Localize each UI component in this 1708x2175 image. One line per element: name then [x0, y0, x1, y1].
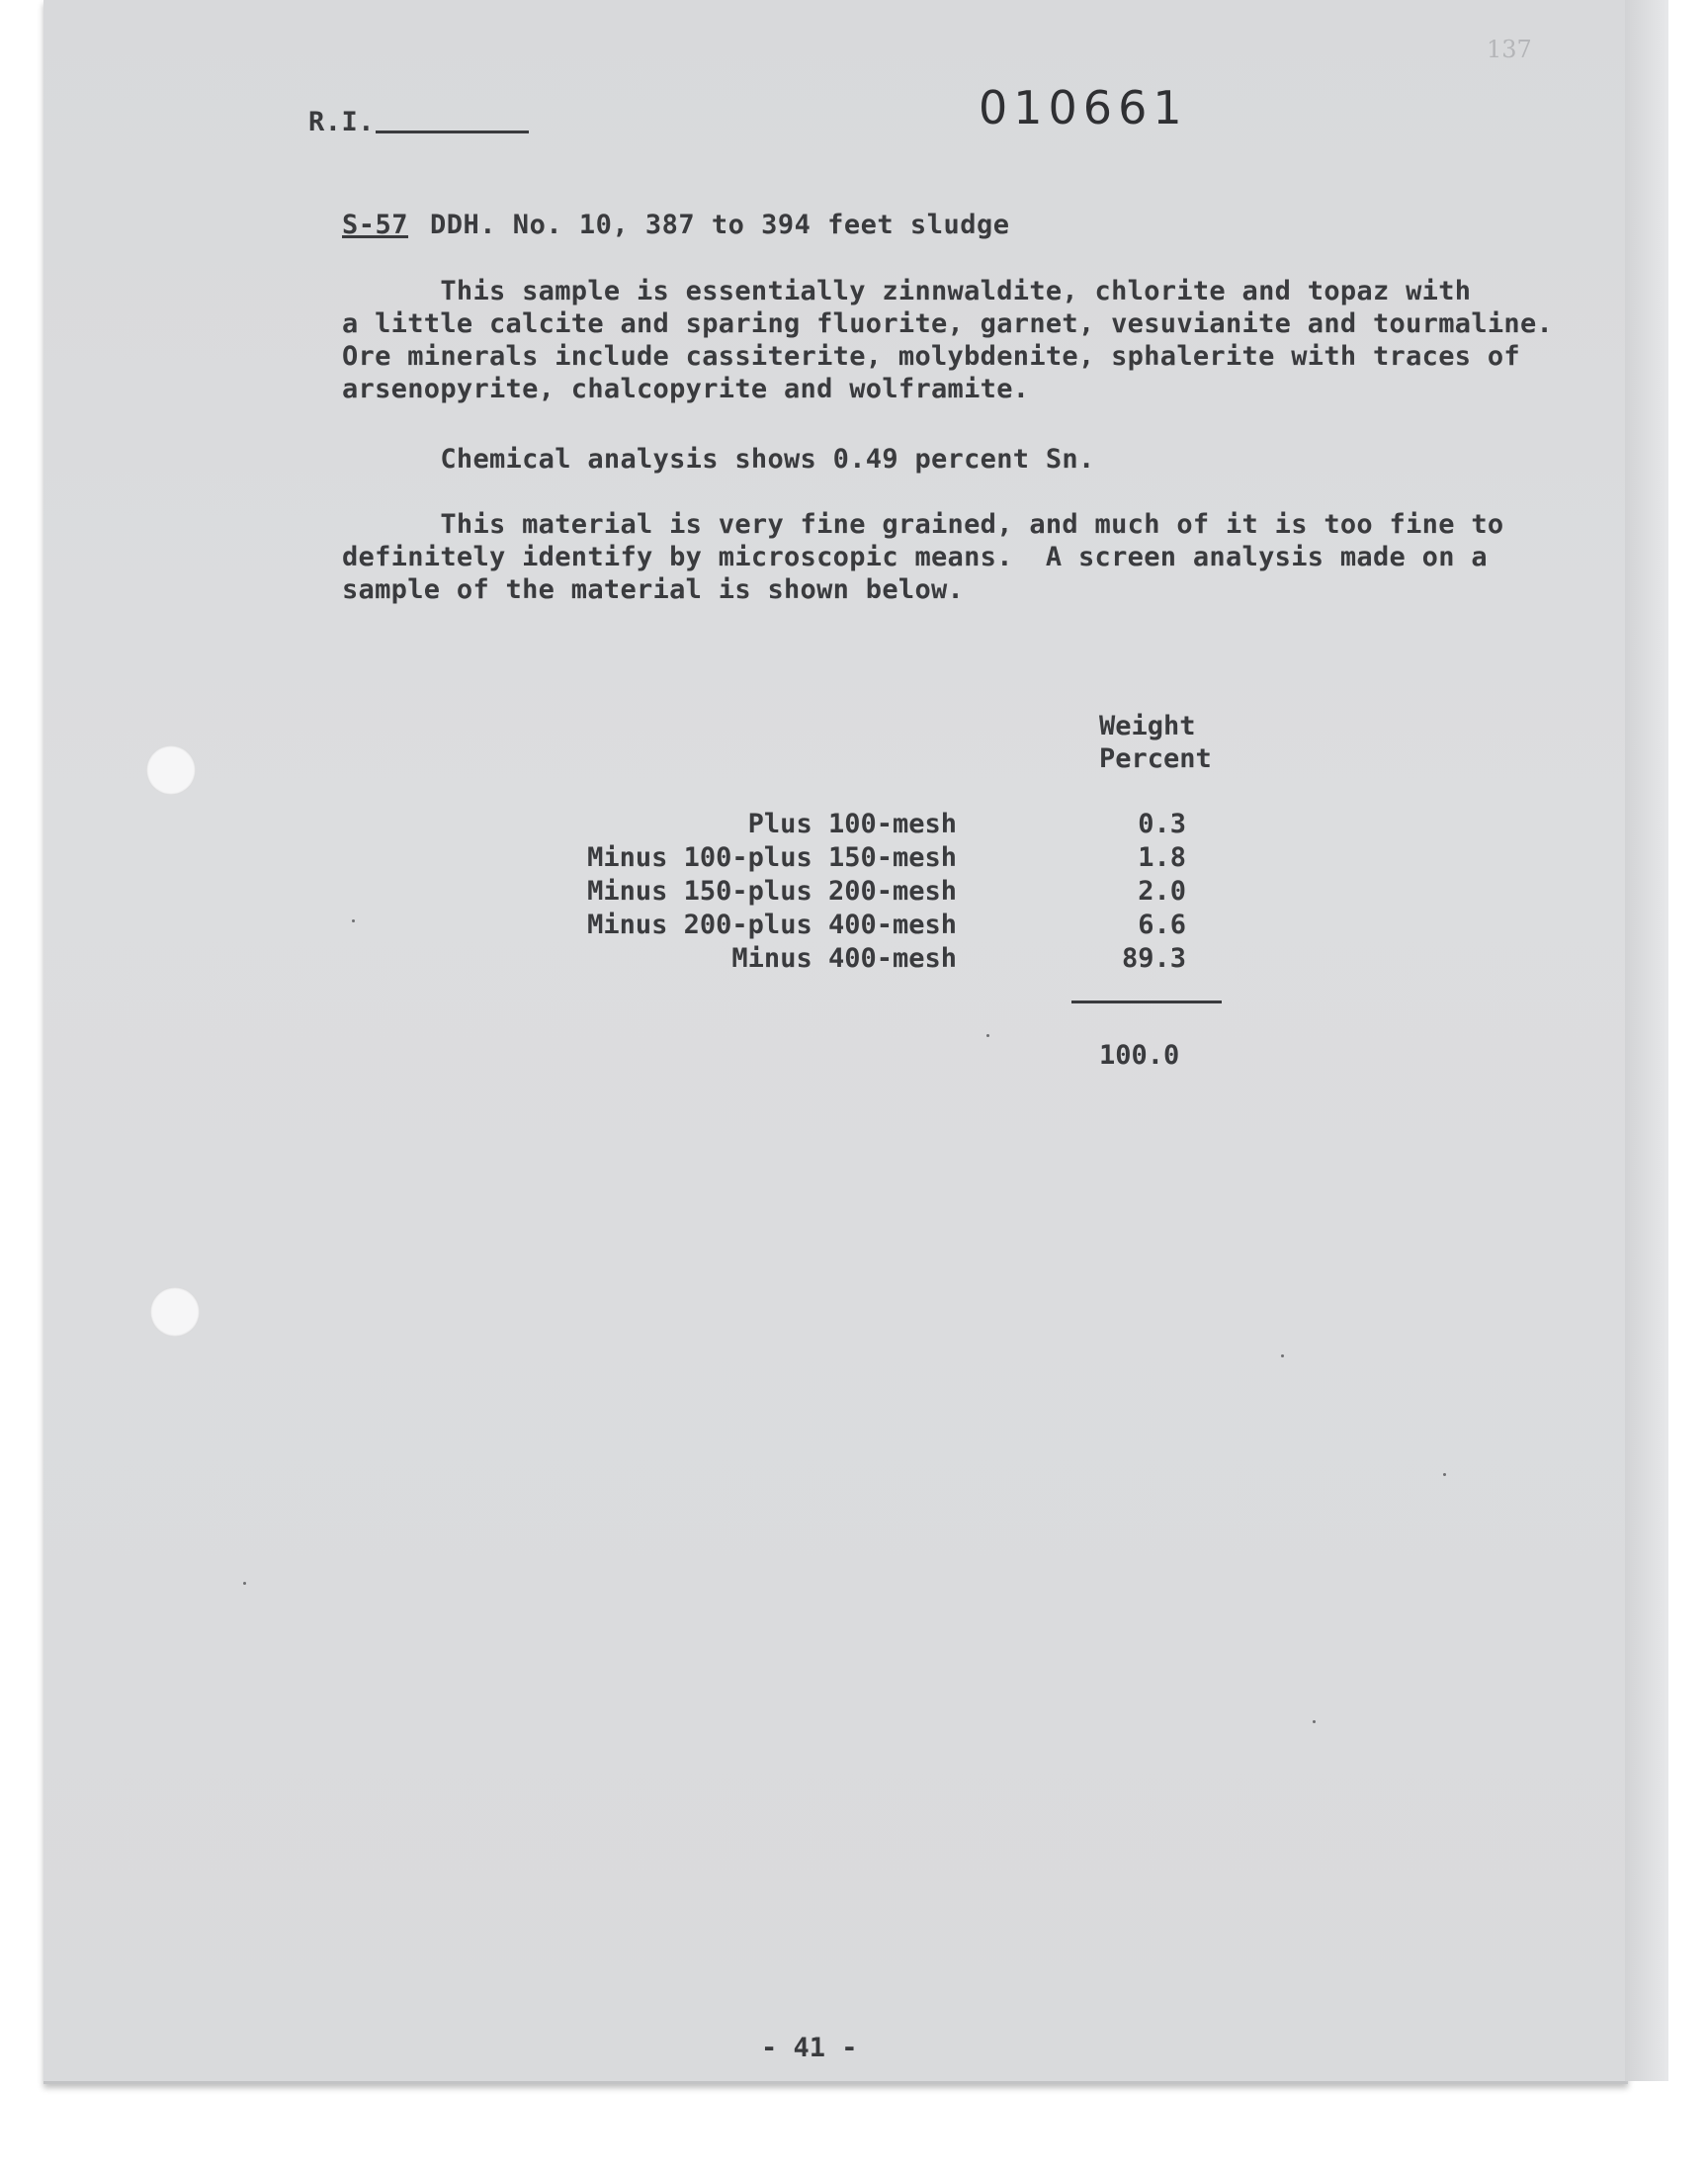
table-row	[514, 809, 957, 841]
paper-speck	[352, 919, 355, 922]
table-row	[514, 842, 957, 875]
table-column-header	[1099, 710, 1212, 775]
table-row	[514, 910, 957, 942]
ri-label: R.I.	[308, 107, 376, 137]
document-number: 010661	[979, 81, 1188, 134]
paper-speck	[1443, 1473, 1446, 1476]
column-header-line-2: Percent	[1099, 743, 1212, 774]
total-value: 100.0	[1099, 1040, 1180, 1071]
paragraph-screen-analysis: This material is very fine grained, and much of it is too fine to definitely identify by microscopic means. A screen analysis made on a sample of the material is shown below.	[342, 509, 1504, 605]
table-row	[514, 943, 957, 976]
row-value: 6.6	[1138, 910, 1186, 940]
corner-page-mark: 137	[1487, 36, 1532, 63]
paper-speck	[1281, 1354, 1284, 1357]
row-label: Minus 150-plus 200-mesh	[587, 876, 957, 907]
table-row	[514, 876, 957, 909]
column-header-line-1: Weight	[1099, 711, 1196, 741]
row-value: 2.0	[1138, 876, 1186, 907]
page-number: - 41 -	[761, 2033, 858, 2063]
row-value: 89.3	[1121, 943, 1186, 974]
paper-speck	[986, 1034, 989, 1037]
ri-underline	[376, 130, 529, 133]
row-value: 1.8	[1138, 842, 1186, 873]
sample-id: S-57	[342, 210, 409, 240]
punch-hole-top	[146, 745, 196, 795]
section-heading	[342, 210, 1009, 240]
paragraph-chemical-analysis: Chemical analysis shows 0.49 percent Sn.	[342, 444, 1095, 475]
row-label: Minus 200-plus 400-mesh	[587, 910, 957, 940]
row-label: Minus 400-mesh	[731, 943, 957, 974]
paper-speck	[243, 1582, 246, 1585]
row-value: 0.3	[1138, 809, 1186, 839]
paragraph-mineralogy: This sample is essentially zinnwaldite, chlorite and topaz with a little calcite and sparing fluorite, garnet, vesuvianite and tourmaline. Ore minerals include cassiterite, molybdenite, sphalerite with traces of arsenopyrite, chalcopyrite and wolframite.	[342, 276, 1554, 404]
page-edge	[1625, 0, 1668, 2081]
row-label: Plus 100-mesh	[747, 809, 957, 839]
punch-hole-bottom	[150, 1287, 200, 1337]
row-label: Minus 100-plus 150-mesh	[587, 842, 957, 873]
section-title: DDH. No. 10, 387 to 394 feet sludge	[430, 210, 1010, 240]
total-rule	[1071, 1000, 1222, 1003]
paper-speck	[1313, 1720, 1316, 1723]
